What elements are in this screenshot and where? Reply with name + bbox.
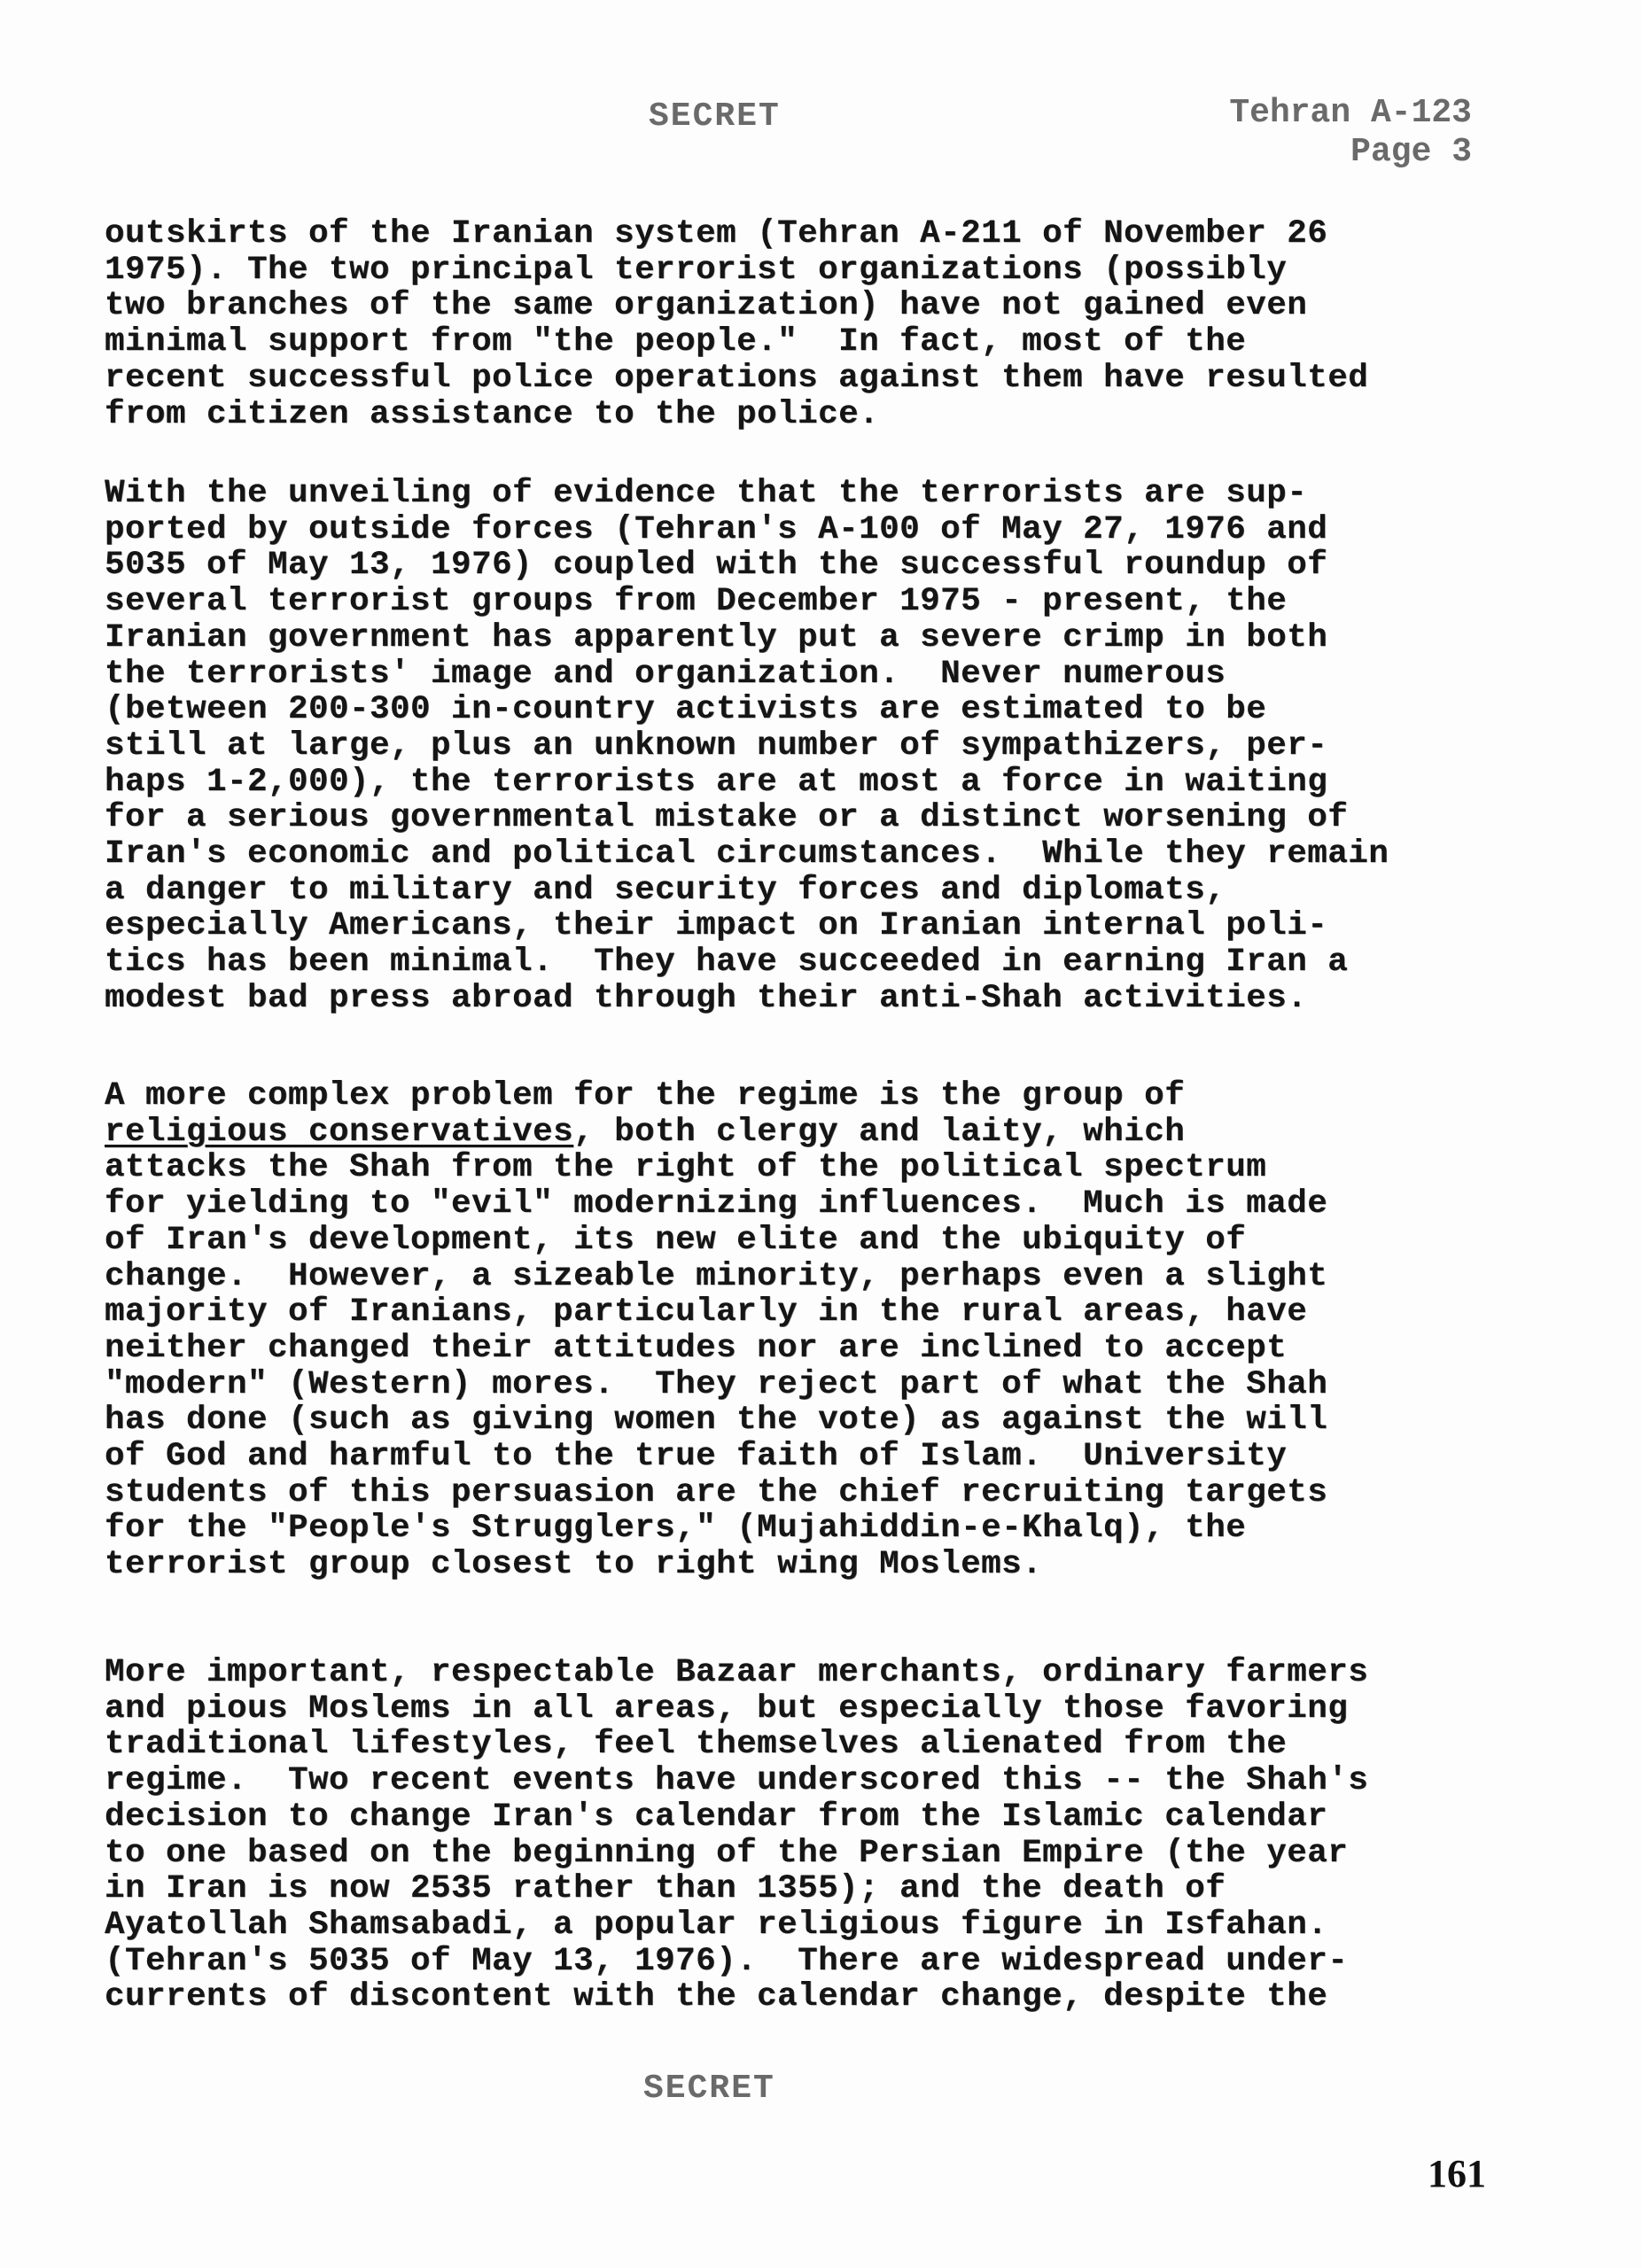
text-line: A more complex problem for the regime is the group of — [105, 1077, 1186, 1115]
text-line: several terrorist groups from December 1975 - present, the — [105, 583, 1288, 621]
document-reference: Tehran A-123 — [1229, 94, 1472, 132]
text-line: recent successful police operations against them have resulted — [105, 359, 1369, 397]
paragraph-4 — [105, 1655, 1558, 2016]
text-line: 1975). The two principal terrorist organizations (possibly — [105, 251, 1288, 289]
text-line: students of this persuasion are the chief recruiting targets — [105, 1473, 1328, 1511]
text-line: currents of discontent with the calendar change, despite the — [105, 1978, 1328, 2016]
text-line: two branches of the same organization) have not gained even — [105, 287, 1308, 325]
classification-marking-top: SECRET — [649, 97, 781, 136]
text-line: of Iran's development, its new elite and the ubiquity of — [105, 1221, 1247, 1259]
text-line: has done (such as giving women the vote) as against the will — [105, 1402, 1328, 1440]
text-line: ported by outside forces (Tehran's A-100 of May 27, 1976 and — [105, 510, 1328, 548]
text-line: the terrorists' image and organization. Never numerous — [105, 655, 1226, 693]
paragraph-2 — [105, 476, 1558, 1017]
text-line: outskirts of the Iranian system (Tehran A-211 of November 26 — [105, 215, 1328, 252]
text-line: With the unveiling of evidence that the terrorists are sup- — [105, 475, 1308, 512]
text-line-rest: , both clergy and laity, which — [573, 1113, 1186, 1151]
underlined-phrase: religious conservatives — [105, 1113, 574, 1151]
text-line: decision to change Iran's calendar from the Islamic calendar — [105, 1798, 1328, 1836]
text-line: neither changed their attitudes nor are inclined to accept — [105, 1329, 1288, 1367]
text-line: especially Americans, their impact on Iranian internal poli- — [105, 907, 1328, 945]
text-line: Ayatollah Shamsabadi, a popular religious figure in Isfahan. — [105, 1906, 1328, 1944]
text-line: and pious Moslems in all areas, but especially those favoring — [105, 1689, 1349, 1728]
text-line: of God and harmful to the true faith of Islam. University — [105, 1438, 1288, 1476]
page-label: Page 3 — [1350, 133, 1472, 171]
text-line: for a serious governmental mistake or a distinct worsening of — [105, 799, 1349, 837]
text-line: haps 1-2,000), the terrorists are at most a force in waiting — [105, 763, 1328, 801]
text-line: terrorist group closest to right wing Moslems. — [105, 1546, 1043, 1584]
text-line: from citizen assistance to the police. — [105, 395, 880, 433]
text-line: to one based on the beginning of the Persian Empire (the year — [105, 1834, 1349, 1872]
text-line: in Iran is now 2535 rather than 1355); and the death of — [105, 1870, 1226, 1908]
text-line: minimal support from "the people." In fact, most of the — [105, 323, 1247, 361]
text-line: Iran's economic and political circumstances. While they remain — [105, 835, 1389, 874]
page-number: 161 — [1428, 2152, 1486, 2195]
paragraph-1 — [105, 216, 1558, 432]
text-line: (Tehran's 5035 of May 13, 1976). There are widespread under- — [105, 1942, 1349, 1980]
text-line: tics has been minimal. They have succeeded in earning Iran a — [105, 944, 1349, 982]
text-line: "modern" (Western) mores. They reject part of what the Shah — [105, 1365, 1328, 1403]
text-line: (between 200-300 in-country activists are estimated to be — [105, 691, 1267, 729]
paragraph-3 — [105, 1078, 1558, 1583]
text-line: More important, respectable Bazaar merchants, ordinary farmers — [105, 1654, 1369, 1691]
classification-marking-bottom: SECRET — [643, 2070, 775, 2108]
document-reference-block — [1229, 94, 1472, 172]
text-line: majority of Iranians, particularly in the rural areas, have — [105, 1293, 1308, 1332]
text-line: modest bad press abroad through their anti-Shah activities. — [105, 979, 1308, 1017]
text-line: Iranian government has apparently put a severe crimp in both — [105, 618, 1328, 656]
text-line: 5035 of May 13, 1976) coupled with the successful roundup of — [105, 547, 1328, 585]
text-line: regime. Two recent events have underscored this -- the Shah's — [105, 1762, 1369, 1800]
text-line: for yielding to "evil" modernizing influences. Much is made — [105, 1185, 1328, 1223]
text-line: attacks the Shah from the right of the political spectrum — [105, 1149, 1267, 1187]
text-line: for the "People's Strugglers," (Mujahiddin-e-Khalq), the — [105, 1510, 1247, 1548]
text-line: traditional lifestyles, feel themselves alienated from the — [105, 1726, 1288, 1764]
text-line — [105, 1115, 1558, 1151]
text-line: change. However, a sizeable minority, perhaps even a slight — [105, 1257, 1328, 1295]
text-line: a danger to military and security forces and diplomats, — [105, 871, 1226, 909]
text-line: still at large, plus an unknown number of sympathizers, per- — [105, 726, 1328, 765]
